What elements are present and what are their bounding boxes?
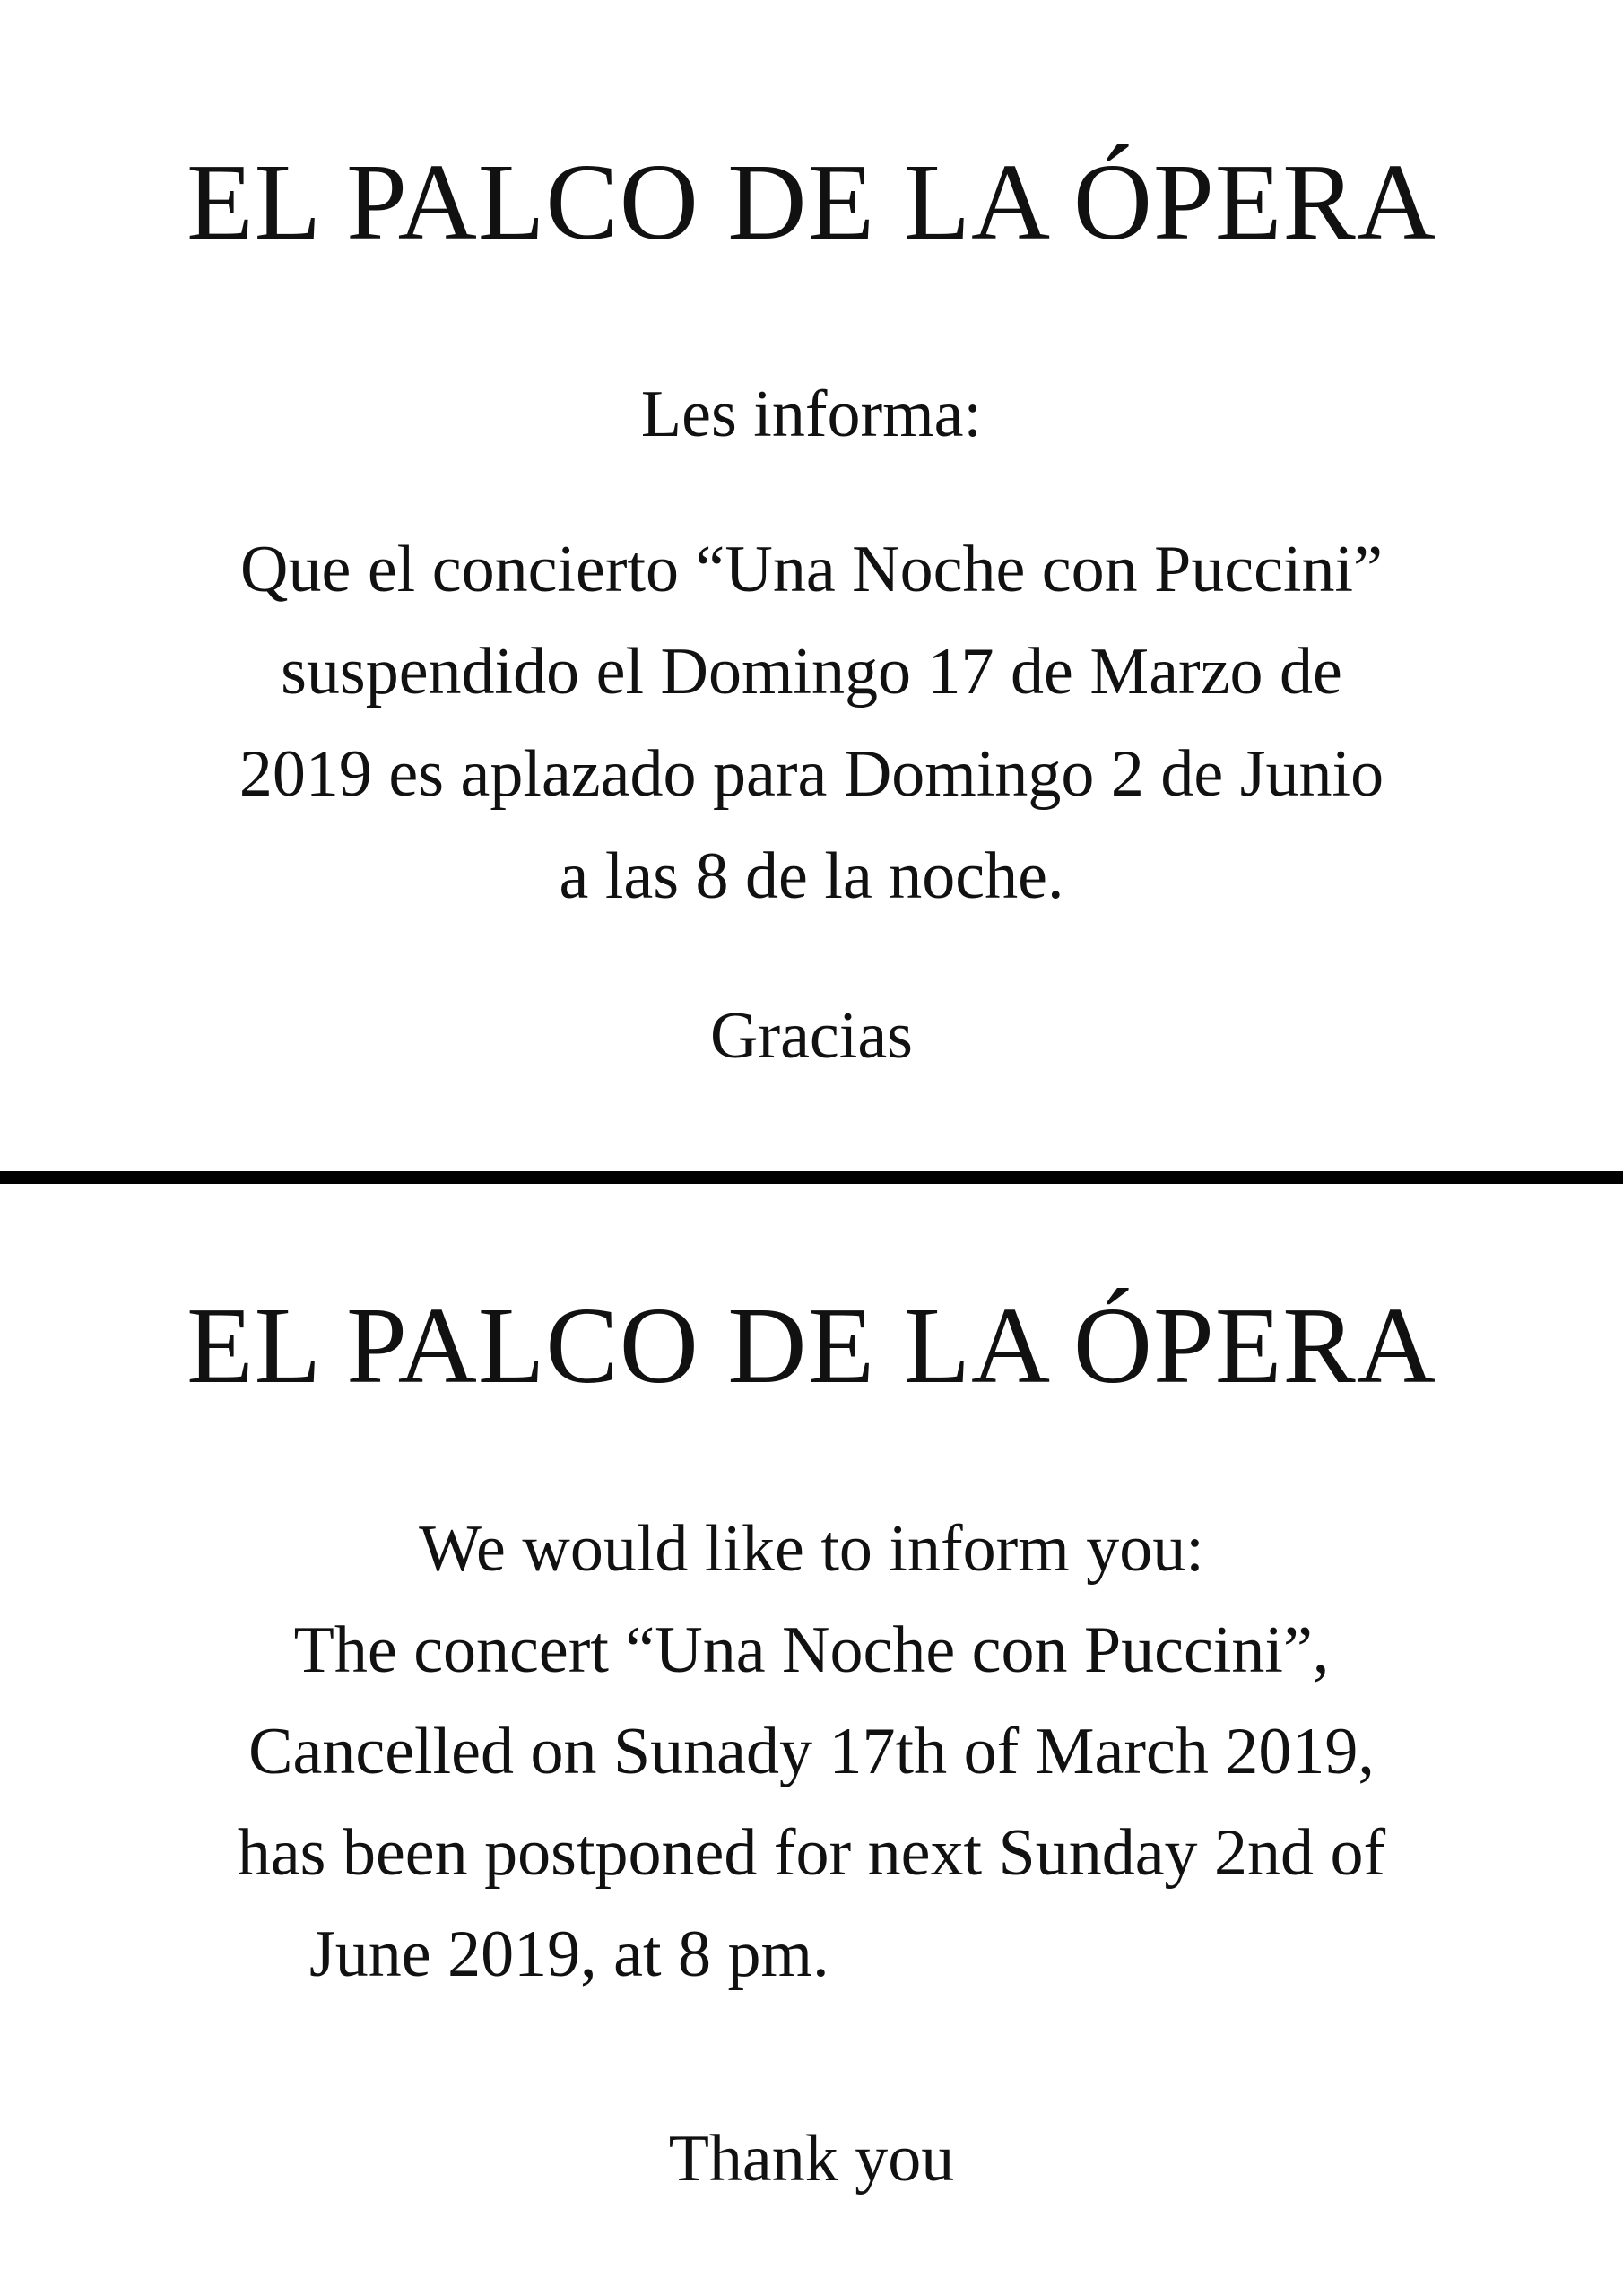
spanish-message-line-1: Que el concierto “Una Noche con Puccini”	[240, 533, 1383, 606]
spanish-intro: Les informa:	[640, 378, 983, 451]
english-message-line-1: We would like to inform you:	[419, 1512, 1204, 1586]
spanish-message-line-2: suspendido el Domingo 17 de Marzo de	[281, 635, 1342, 709]
english-title: EL PALCO DE LA ÓPERA	[187, 1285, 1436, 1406]
english-message-line-4: has been postponed for next Sunday 2nd of	[237, 1816, 1386, 1890]
english-closing: Thank you	[668, 2122, 955, 2196]
english-message-line-2: The concert “Una Noche con Puccini”,	[293, 1613, 1330, 1687]
spanish-closing: Gracias	[710, 999, 913, 1073]
english-message-line-3: Cancelled on Sunady 17th of March 2019,	[248, 1715, 1375, 1788]
spanish-title: EL PALCO DE LA ÓPERA	[187, 142, 1436, 263]
spanish-message-line-3: 2019 es aplazado para Domingo 2 de Junio	[239, 737, 1384, 811]
english-message-line-5: June 2019, at 8 pm.	[309, 1918, 829, 1991]
section-divider	[0, 1171, 1623, 1184]
spanish-message-line-4: a las 8 de la noche.	[559, 839, 1064, 913]
